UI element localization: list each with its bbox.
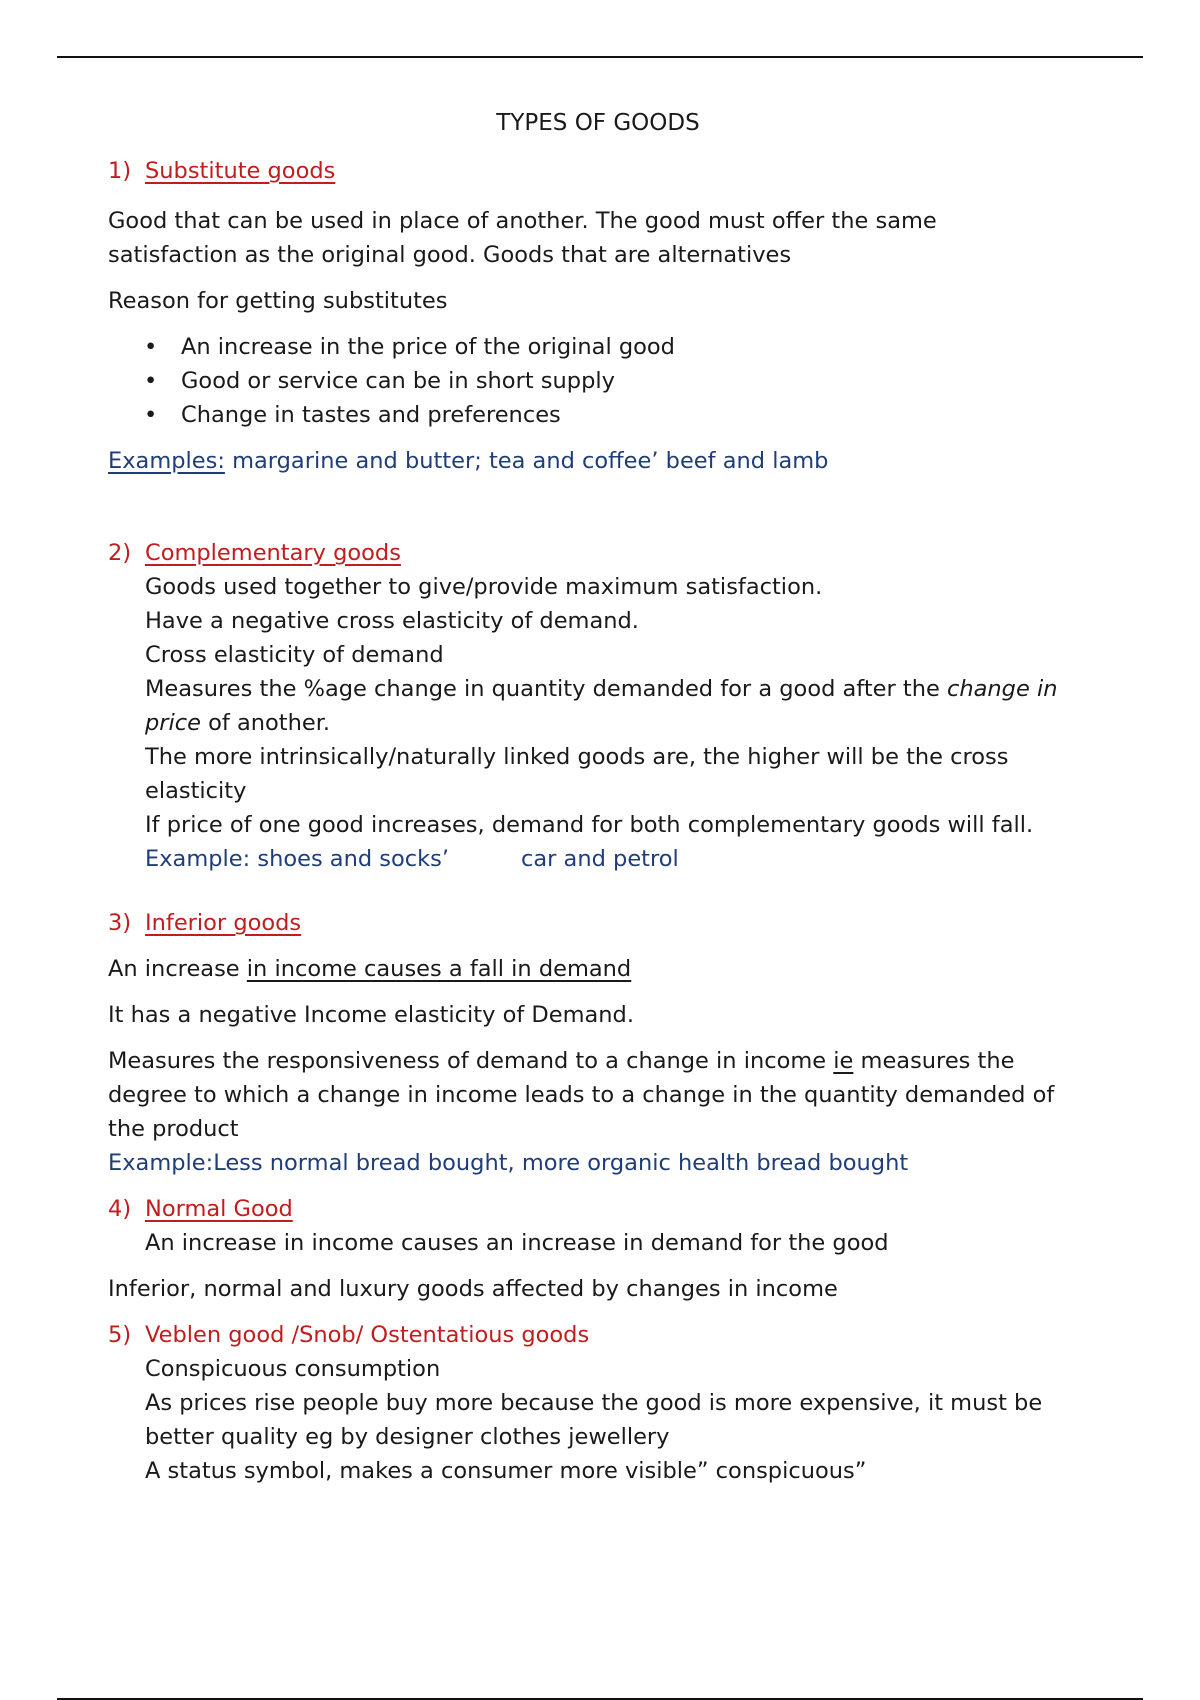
paragraph bbox=[145, 672, 1088, 706]
section-number: 1) bbox=[108, 158, 132, 184]
paragraph bbox=[108, 952, 1088, 986]
text-run: Measures the responsiveness of demand to a change in income bbox=[108, 1048, 834, 1074]
section-5-heading bbox=[108, 1318, 1088, 1352]
list-item-text: Good or service can be in short supply bbox=[181, 368, 615, 394]
example-b: car and petrol bbox=[521, 846, 679, 872]
paragraph: The more intrinsically/naturally linked goods are, the higher will be the cross bbox=[145, 744, 1009, 770]
list-item bbox=[144, 330, 1088, 364]
section-3-heading bbox=[108, 906, 1088, 940]
section-number: 3) bbox=[108, 910, 132, 936]
document-body bbox=[108, 110, 1088, 1488]
section-title: Inferior goods bbox=[145, 910, 302, 936]
text-run: of another. bbox=[201, 710, 331, 736]
paragraph: Have a negative cross elasticity of demand. bbox=[145, 608, 639, 634]
emphasis-text: price bbox=[145, 710, 201, 736]
examples-label: Examples: bbox=[108, 448, 225, 474]
paragraph: Reason for getting substitutes bbox=[108, 288, 448, 314]
top-rule bbox=[57, 56, 1143, 58]
paragraph: Good that can be used in place of another. The good must offer the same bbox=[108, 208, 937, 234]
paragraph: Cross elasticity of demand bbox=[145, 642, 444, 668]
text-run: An increase bbox=[108, 956, 247, 982]
paragraph: If price of one good increases, demand for both complementary goods will fall. bbox=[145, 812, 1034, 838]
underlined-text: ie bbox=[833, 1048, 854, 1074]
bullet-list bbox=[108, 330, 1088, 432]
paragraph: Inferior, normal and luxury goods affected by changes in income bbox=[108, 1276, 838, 1302]
paragraph bbox=[108, 1044, 1088, 1078]
bullet-icon: • bbox=[144, 368, 158, 394]
example-line bbox=[145, 842, 1088, 876]
list-item-text: An increase in the price of the original good bbox=[181, 334, 675, 360]
section-4-heading bbox=[108, 1192, 1088, 1226]
section-title: Substitute goods bbox=[145, 158, 336, 184]
text-run: Measures the %age change in quantity demanded for a good after the bbox=[145, 676, 947, 702]
list-item-text: Change in tastes and preferences bbox=[181, 402, 561, 428]
paragraph: An increase in income causes an increase in demand for the good bbox=[145, 1230, 889, 1256]
example-a: Example: shoes and socks’ bbox=[145, 846, 450, 872]
examples-line bbox=[108, 444, 1088, 478]
text-run: measures the bbox=[853, 1048, 1015, 1074]
section-1-heading bbox=[108, 154, 1088, 188]
paragraph: A status symbol, makes a consumer more visible” conspicuous” bbox=[145, 1458, 867, 1484]
section-number: 4) bbox=[108, 1196, 132, 1222]
section-title: Veblen good /Snob/ Ostentatious goods bbox=[145, 1322, 590, 1348]
bullet-icon: • bbox=[144, 334, 158, 360]
list-item bbox=[144, 398, 1088, 432]
paragraph bbox=[145, 706, 1088, 740]
bullet-icon: • bbox=[144, 402, 158, 428]
example-line: Example:Less normal bread bought, more organic health bread bought bbox=[108, 1150, 909, 1176]
underlined-text: in income causes a fall in demand bbox=[246, 956, 632, 982]
section-title: Normal Good bbox=[145, 1196, 293, 1222]
paragraph: satisfaction as the original good. Goods that are alternatives bbox=[108, 242, 792, 268]
paragraph: As prices rise people buy more because the good is more expensive, it must be bbox=[145, 1390, 1043, 1416]
emphasis-text: change in bbox=[946, 676, 1058, 702]
paragraph: degree to which a change in income leads to a change in the quantity demanded of bbox=[108, 1082, 1055, 1108]
examples-text: margarine and butter; tea and coffee’ beef and lamb bbox=[224, 448, 829, 474]
paragraph: Conspicuous consumption bbox=[145, 1356, 441, 1382]
paragraph: Goods used together to give/provide maximum satisfaction. bbox=[145, 574, 823, 600]
section-number: 2) bbox=[108, 540, 132, 566]
section-2-heading bbox=[108, 536, 1088, 570]
section-number: 5) bbox=[108, 1322, 132, 1348]
paragraph: the product bbox=[108, 1116, 239, 1142]
paragraph: It has a negative Income elasticity of Demand. bbox=[108, 1002, 634, 1028]
section-title: Complementary goods bbox=[145, 540, 401, 566]
list-item bbox=[144, 364, 1088, 398]
paragraph: elasticity bbox=[145, 778, 247, 804]
page-title: TYPES OF GOODS bbox=[496, 110, 700, 136]
paragraph: better quality eg by designer clothes jewellery bbox=[145, 1424, 670, 1450]
